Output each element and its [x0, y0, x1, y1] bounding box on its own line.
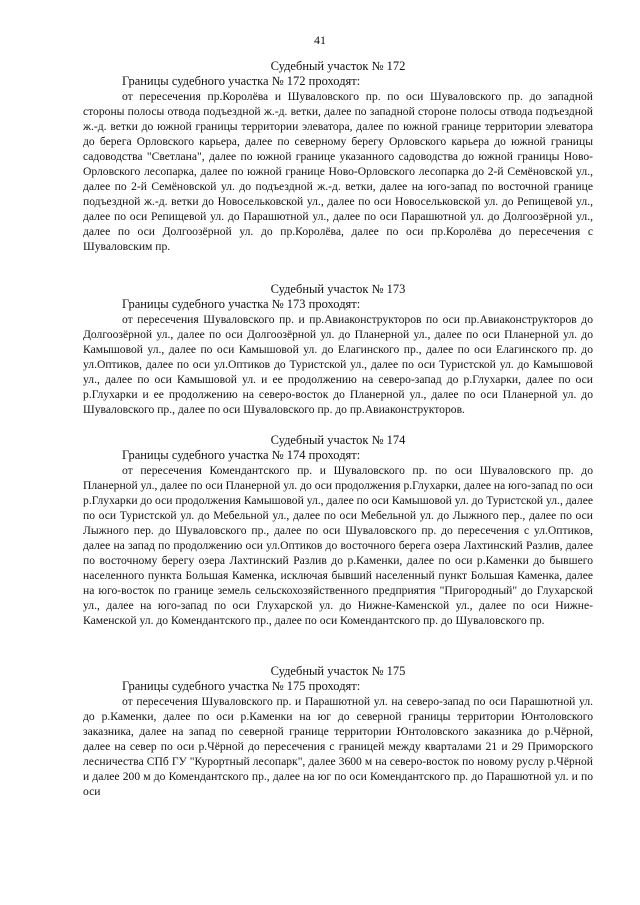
- section-lead: Границы судебного участка № 173 проходят:: [122, 297, 361, 311]
- section-lead: Границы судебного участка № 172 проходят:: [122, 74, 361, 88]
- court-district-175: [83, 664, 593, 799]
- court-district-174: [83, 433, 593, 628]
- section-title: Судебный участок № 174: [270, 433, 406, 447]
- court-district-172: [83, 59, 593, 254]
- section-lead: Границы судебного участка № 174 проходят:: [122, 448, 361, 462]
- section-title: Судебный участок № 173: [270, 282, 406, 296]
- page-number: 41: [314, 33, 326, 47]
- section-lead: Границы судебного участка № 175 проходят:: [122, 679, 361, 693]
- section-body: от пересечения Комендантского пр. и Шуваловского пр. по оси Шуваловского пр. до Планерной ул., далее по оси Планерной ул. до оси продолжения р.Глухарки, далее на юго-запад по оси р.Глухарки до оси продолжения Камышовой ул., далее по оси Камышовой ул. до Туристской ул., далее по оси Туристской ул. до Мебельной ул., далее по оси Мебельной ул. до Лыжного пер., далее по оси Лыжного пер. до Шуваловского пр., далее по оси Шуваловского пр. до пересечения с ул.Оптиков, далее на запад по продолжению оси ул.Оптиков до восточного берега озера Лахтинский Разлив, далее по восточному берегу озера Лахтинский Разлив до р.Каменки, далее по оси р.Каменки до бывшего населенного пункта Большая Каменка, исключая бывший населенный пункт Большая Каменка, далее на юго-восток по границе земель сельскохозяйственного предприятия "Пригородный" до Глухарской ул., далее на юго-запад по оси Глухарской ул. до Нижне-Каменской ул., далее по оси Нижне-Каменской ул. до Комендантского пр., далее по оси Комендантского пр. до Шуваловского пр.: [83, 464, 594, 627]
- section-body: от пересечения Шуваловского пр. и Парашютной ул. на северо-запад по оси Парашютной ул. до р.Каменки, далее по оси р.Каменки на юг до северной границы территории Юнтоловского заказника, далее на запад по северной границе территории Юнтоловского заказника до р.Чёрной, далее на север по оси р.Чёрной до пересечения с границей между кварталами 21 и 29 Приморского лесничества СПб ГУ "Курортный лесопарк", далее 3600 м на северо-восток по новому руслу р.Чёрной и далее 200 м до Комендантского пр., далее на юг по оси Комендантского пр. до Парашютной ул. и по оси: [83, 695, 593, 798]
- court-district-173: [83, 282, 593, 417]
- section-body: от пересечения пр.Королёва и Шуваловского пр. по оси Шуваловского пр. до западной стороны полосы отвода подъездной ж.-д. ветки, далее по западной стороне полосы отвода подъездной ж.-д. ветки до южной границы территории элеватора, далее по южной границе территории элеватора до берега Орловского карьера, далее по северному берегу Орловского карьера до южной границы садоводства "Светлана", далее по южной границе указанного садоводства до южной границы Ново-Орловского лесопарка, далее по южной границе Ново-Орловского лесопарка до 2-й Семёновской ул., далее по 2-й Семёновской ул. до подъездной ж.-д. ветки, далее на юго-запад по восточной границе подъездной ж.-д. ветки до Новосельковской ул., далее по оси Новосельковской ул. до Репищевой ул., далее по оси Репищевой ул. до Парашютной ул., далее по оси Парашютной ул. до Долгоозёрной ул., далее по оси Долгоозёрной ул. до пр.Королёва, далее по оси пр.Королёва до пересечения с Шуваловским пр.: [83, 90, 593, 253]
- section-title: Судебный участок № 172: [270, 59, 406, 73]
- section-body: от пересечения Шуваловского пр. и пр.Авиаконструкторов по оси пр.Авиаконструкторов до Долгоозёрной ул., далее по оси Долгоозёрной ул. до Планерной ул., далее по оси Планерной ул. до Камышовой ул., далее по оси Камышовой ул. до Елагинского пр., далее по оси Елагинского пр. до ул.Оптиков, далее по оси ул.Оптиков до Туристской ул., далее по оси Туристской ул. до Камышовой ул., далее по оси Камышовой ул. и ее продолжению на северо-запад до р.Глухарки, далее по оси р.Глухарки и ее продолжению на северо-восток до Планерной ул., далее по оси Планерной ул. до Шуваловского пр., далее по оси Шуваловского пр. до пр.Авиаконструкторов.: [83, 313, 593, 416]
- section-title: Судебный участок № 175: [270, 664, 406, 678]
